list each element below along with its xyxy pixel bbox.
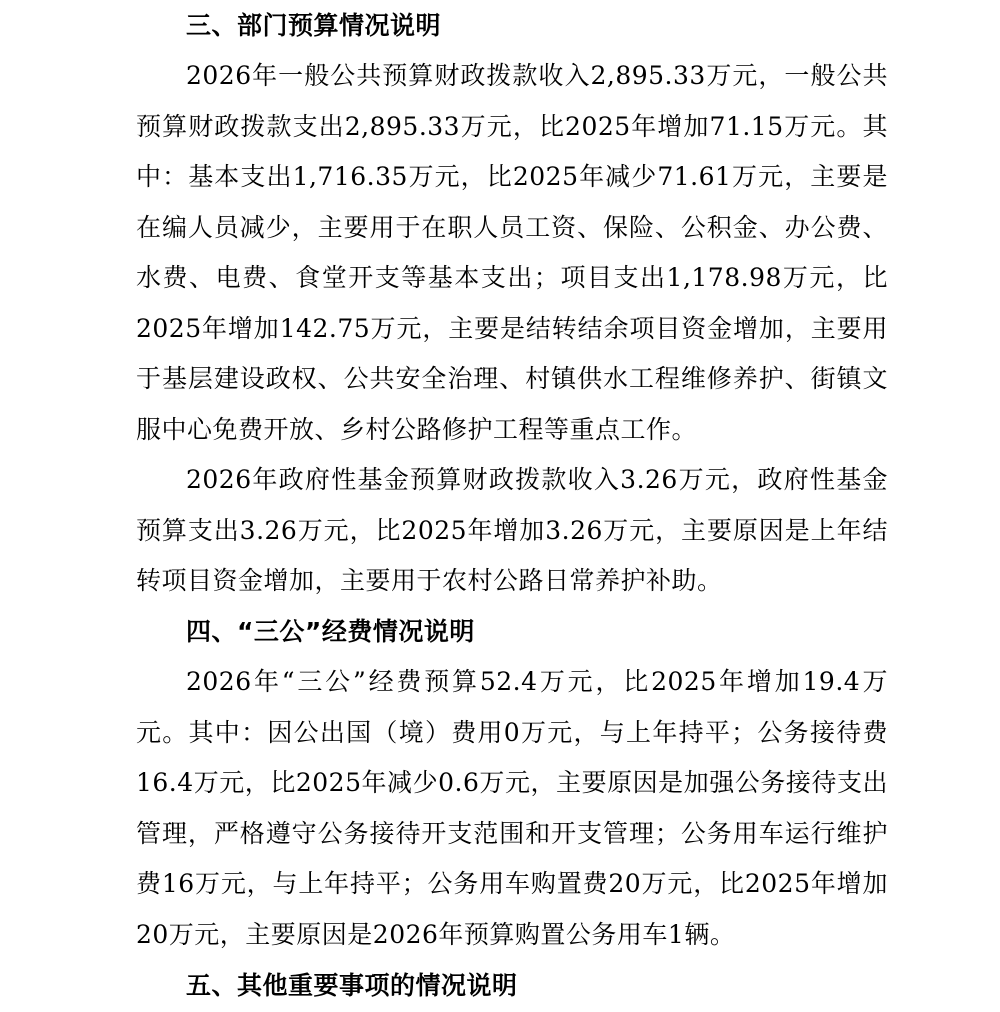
section-heading-three-public: 四、“三公”经费情况说明 xyxy=(186,617,475,646)
paragraph-general-budget: 2026年一般公共预算财政拨款收入2,895.33万元，一般公共预算财政拨款支出2,895.33万元，比2025年增加71.15万元。其中：基本支出1,716.35万元，比2025年减少71.61万元，主要是在编人员减少，主要用于在职人员工资、保险、公积金、办公费、水费、电费、食堂开支等基本支出；项目支出1,178.98万元，比2025年增加142.75万元，主要是结转结余项目资金增加，主要用于基层建设政权、公共安全治理、村镇供水工程维修养护、街镇文服中心免费开放、乡村公路修护工程等重点工作。 xyxy=(136,61,888,444)
section-heading-other-matters: 五、其他重要事项的情况说明 xyxy=(186,971,518,1000)
section-heading-budget: 三、部门预算情况说明 xyxy=(186,11,442,40)
paragraph-three-public-expenses: 2026年“三公”经费预算52.4万元，比2025年增加19.4万元。其中：因公出国（境）费用0万元，与上年持平；公务接待费16.4万元，比2025年减少0.6万元，主要原因是加强公务接待支出管理，严格遵守公务接待开支范围和开支管理；公务用车运行维护费16万元，与上年持平；公务用车购置费20万元，比2025年增加20万元，主要原因是2026年预算购置公务用车1辆。 xyxy=(136,667,888,949)
paragraph-fund-budget: 2026年政府性基金预算财政拨款收入3.26万元，政府性基金预算支出3.26万元，比2025年增加3.26万元，主要原因是上年结转项目资金增加，主要用于农村公路日常养护补助。 xyxy=(136,465,888,595)
